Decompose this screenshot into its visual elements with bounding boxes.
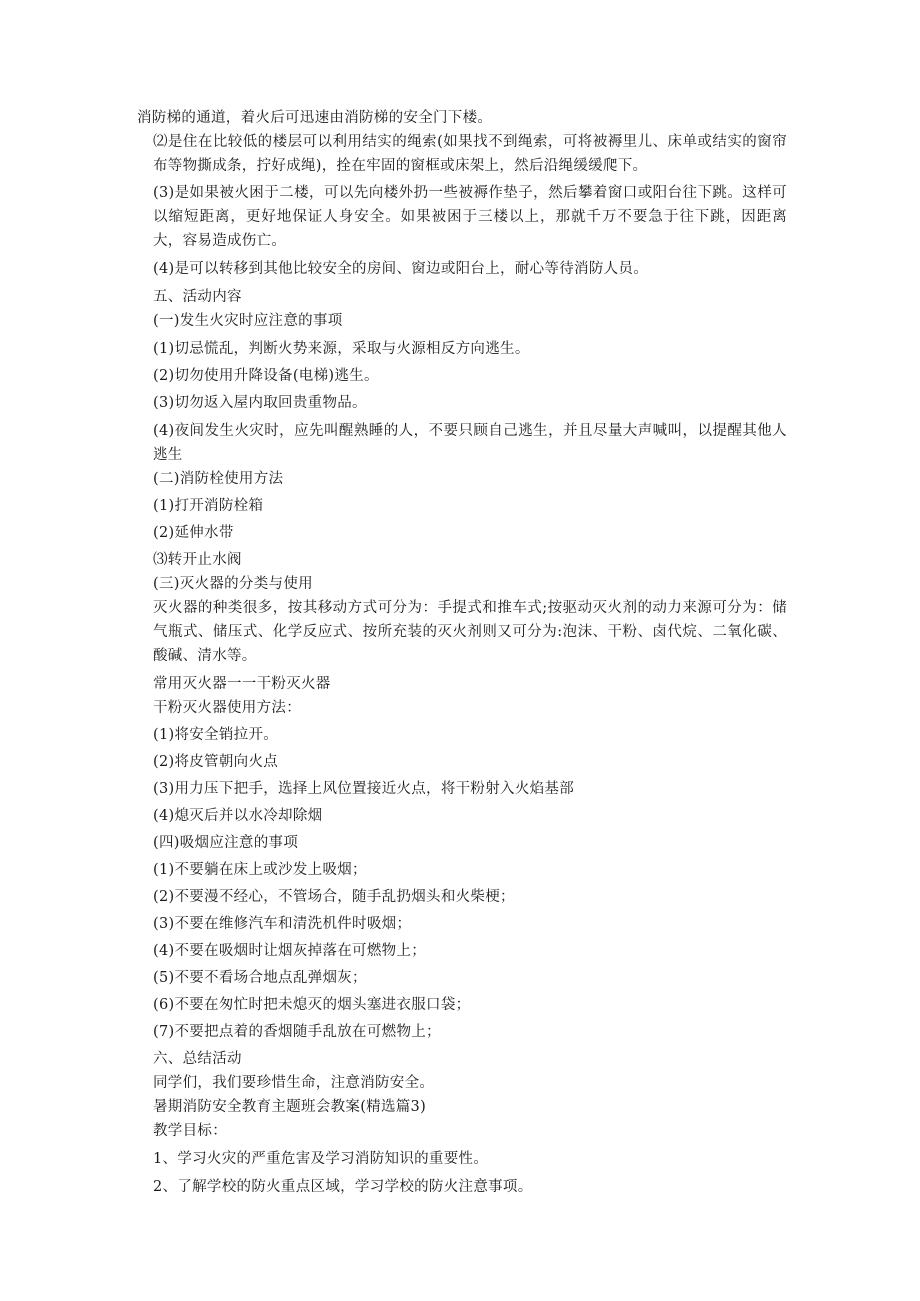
section-heading-activity: 五、活动内容: [153, 289, 242, 305]
list-item: (3)不要在维修汽车和清洗机件时吸烟；: [153, 916, 412, 932]
document-heading: 暑期消防安全教育主题班会教案(精选篇3): [153, 1099, 427, 1115]
paragraph-line: 教学目标：: [153, 1123, 227, 1139]
list-item: (5)不要不看场合地点乱弹烟灰；: [153, 970, 367, 986]
subsection-heading-smoking: (四)吸烟应注意的事项: [153, 835, 299, 851]
list-item: (2)将皮管朝向火点: [153, 754, 279, 770]
list-item: (6)不要在匆忙时把未熄灭的烟头塞进衣服口袋；: [153, 997, 471, 1013]
list-item: (3)用力压下把手，选择上风位置接近火点，将干粉射入火焰基部: [153, 781, 575, 797]
paragraph-line: 干粉灭火器使用方法：: [153, 700, 301, 716]
paragraph-line: 常用灭火器一一干粉灭火器: [153, 676, 331, 692]
list-item: (4)夜间发生火灾时，应先叫醒熟睡的人，不要只顾自己逃生，并且尽量大声喊叫，以提醒其他人逃生: [153, 423, 787, 463]
list-item: ⑶转开止水阀: [153, 552, 242, 568]
list-item: (1)将安全销拉开。: [153, 727, 279, 743]
list-item: (4)不要在吸烟时让烟灰掉落在可燃物上；: [153, 943, 427, 959]
list-item: (3)切勿返入屋内取回贵重物品。: [153, 395, 367, 411]
list-item: (2)切勿使用升降设备(电梯)逃生。: [153, 368, 379, 384]
list-item: 2、了解学校的防火重点区域，学习学校的防火注意事项。: [153, 1179, 533, 1195]
paragraph-escape-second-floor: (3)是如果被火困于二楼，可以先向楼外扔一些被褥作垫子，然后攀着窗口或阳台往下跳。这样可以缩短距离，更好地保证人身安全。如果被困于三楼以上，那就千万不要急于往下跳，因距离大，容易造成伤亡。: [153, 185, 787, 249]
list-item: 1、学习火灾的严重危害及学习消防知识的重要性。: [153, 1151, 489, 1167]
list-item: (7)不要把点着的香烟随手乱放在可燃物上；: [153, 1024, 441, 1040]
section-heading-summary: 六、总结活动: [153, 1051, 242, 1067]
list-item: (1)不要躺在床上或沙发上吸烟；: [153, 862, 367, 878]
paragraph-escape-rope: ⑵是住在比较低的楼层可以利用结实的绳索(如果找不到绳索，可将被褥里儿、床单或结实的窗帘布等物撕成条，拧好成绳)，拴在牢固的窗框或床架上，然后沿绳缓缓爬下。: [153, 134, 787, 174]
subsection-heading-extinguisher: (三)灭火器的分类与使用: [153, 576, 313, 592]
list-item: (1)切忌慌乱，判断火势来源，采取与火源相反方向逃生。: [153, 341, 530, 357]
paragraph-escape-wait: (4)是可以转移到其他比较安全的房间、窗边或阳台上，耐心等待消防人员。: [153, 261, 649, 277]
paragraph-line: 消防梯的通道，着火后可迅速由消防梯的安全门下楼。: [137, 110, 493, 126]
document-page: [137, 106, 787, 1199]
subsection-heading-hydrant: (二)消防栓使用方法: [153, 471, 284, 487]
list-item: (2)不要漫不经心，不管场合，随手乱扔烟头和火柴梗；: [153, 889, 515, 905]
paragraph-line: 同学们，我们要珍惜生命，注意消防安全。: [153, 1075, 435, 1091]
list-item: (2)延伸水带: [153, 525, 234, 541]
subsection-heading-fire-notes: (一)发生火灾时应注意的事项: [153, 313, 343, 329]
paragraph-extinguisher-types: 灭火器的种类很多，按其移动方式可分为：手提式和推车式;按驱动灭火剂的动力来源可分为：储气瓶式、储压式、化学反应式、按所充装的灭火剂则又可分为:泡沫、干粉、卤代烷、二氧化碳、酸碱、清水等。: [153, 600, 787, 664]
list-item: (4)熄灭后并以水冷却除烟: [153, 808, 323, 824]
list-item: (1)打开消防栓箱: [153, 498, 264, 514]
